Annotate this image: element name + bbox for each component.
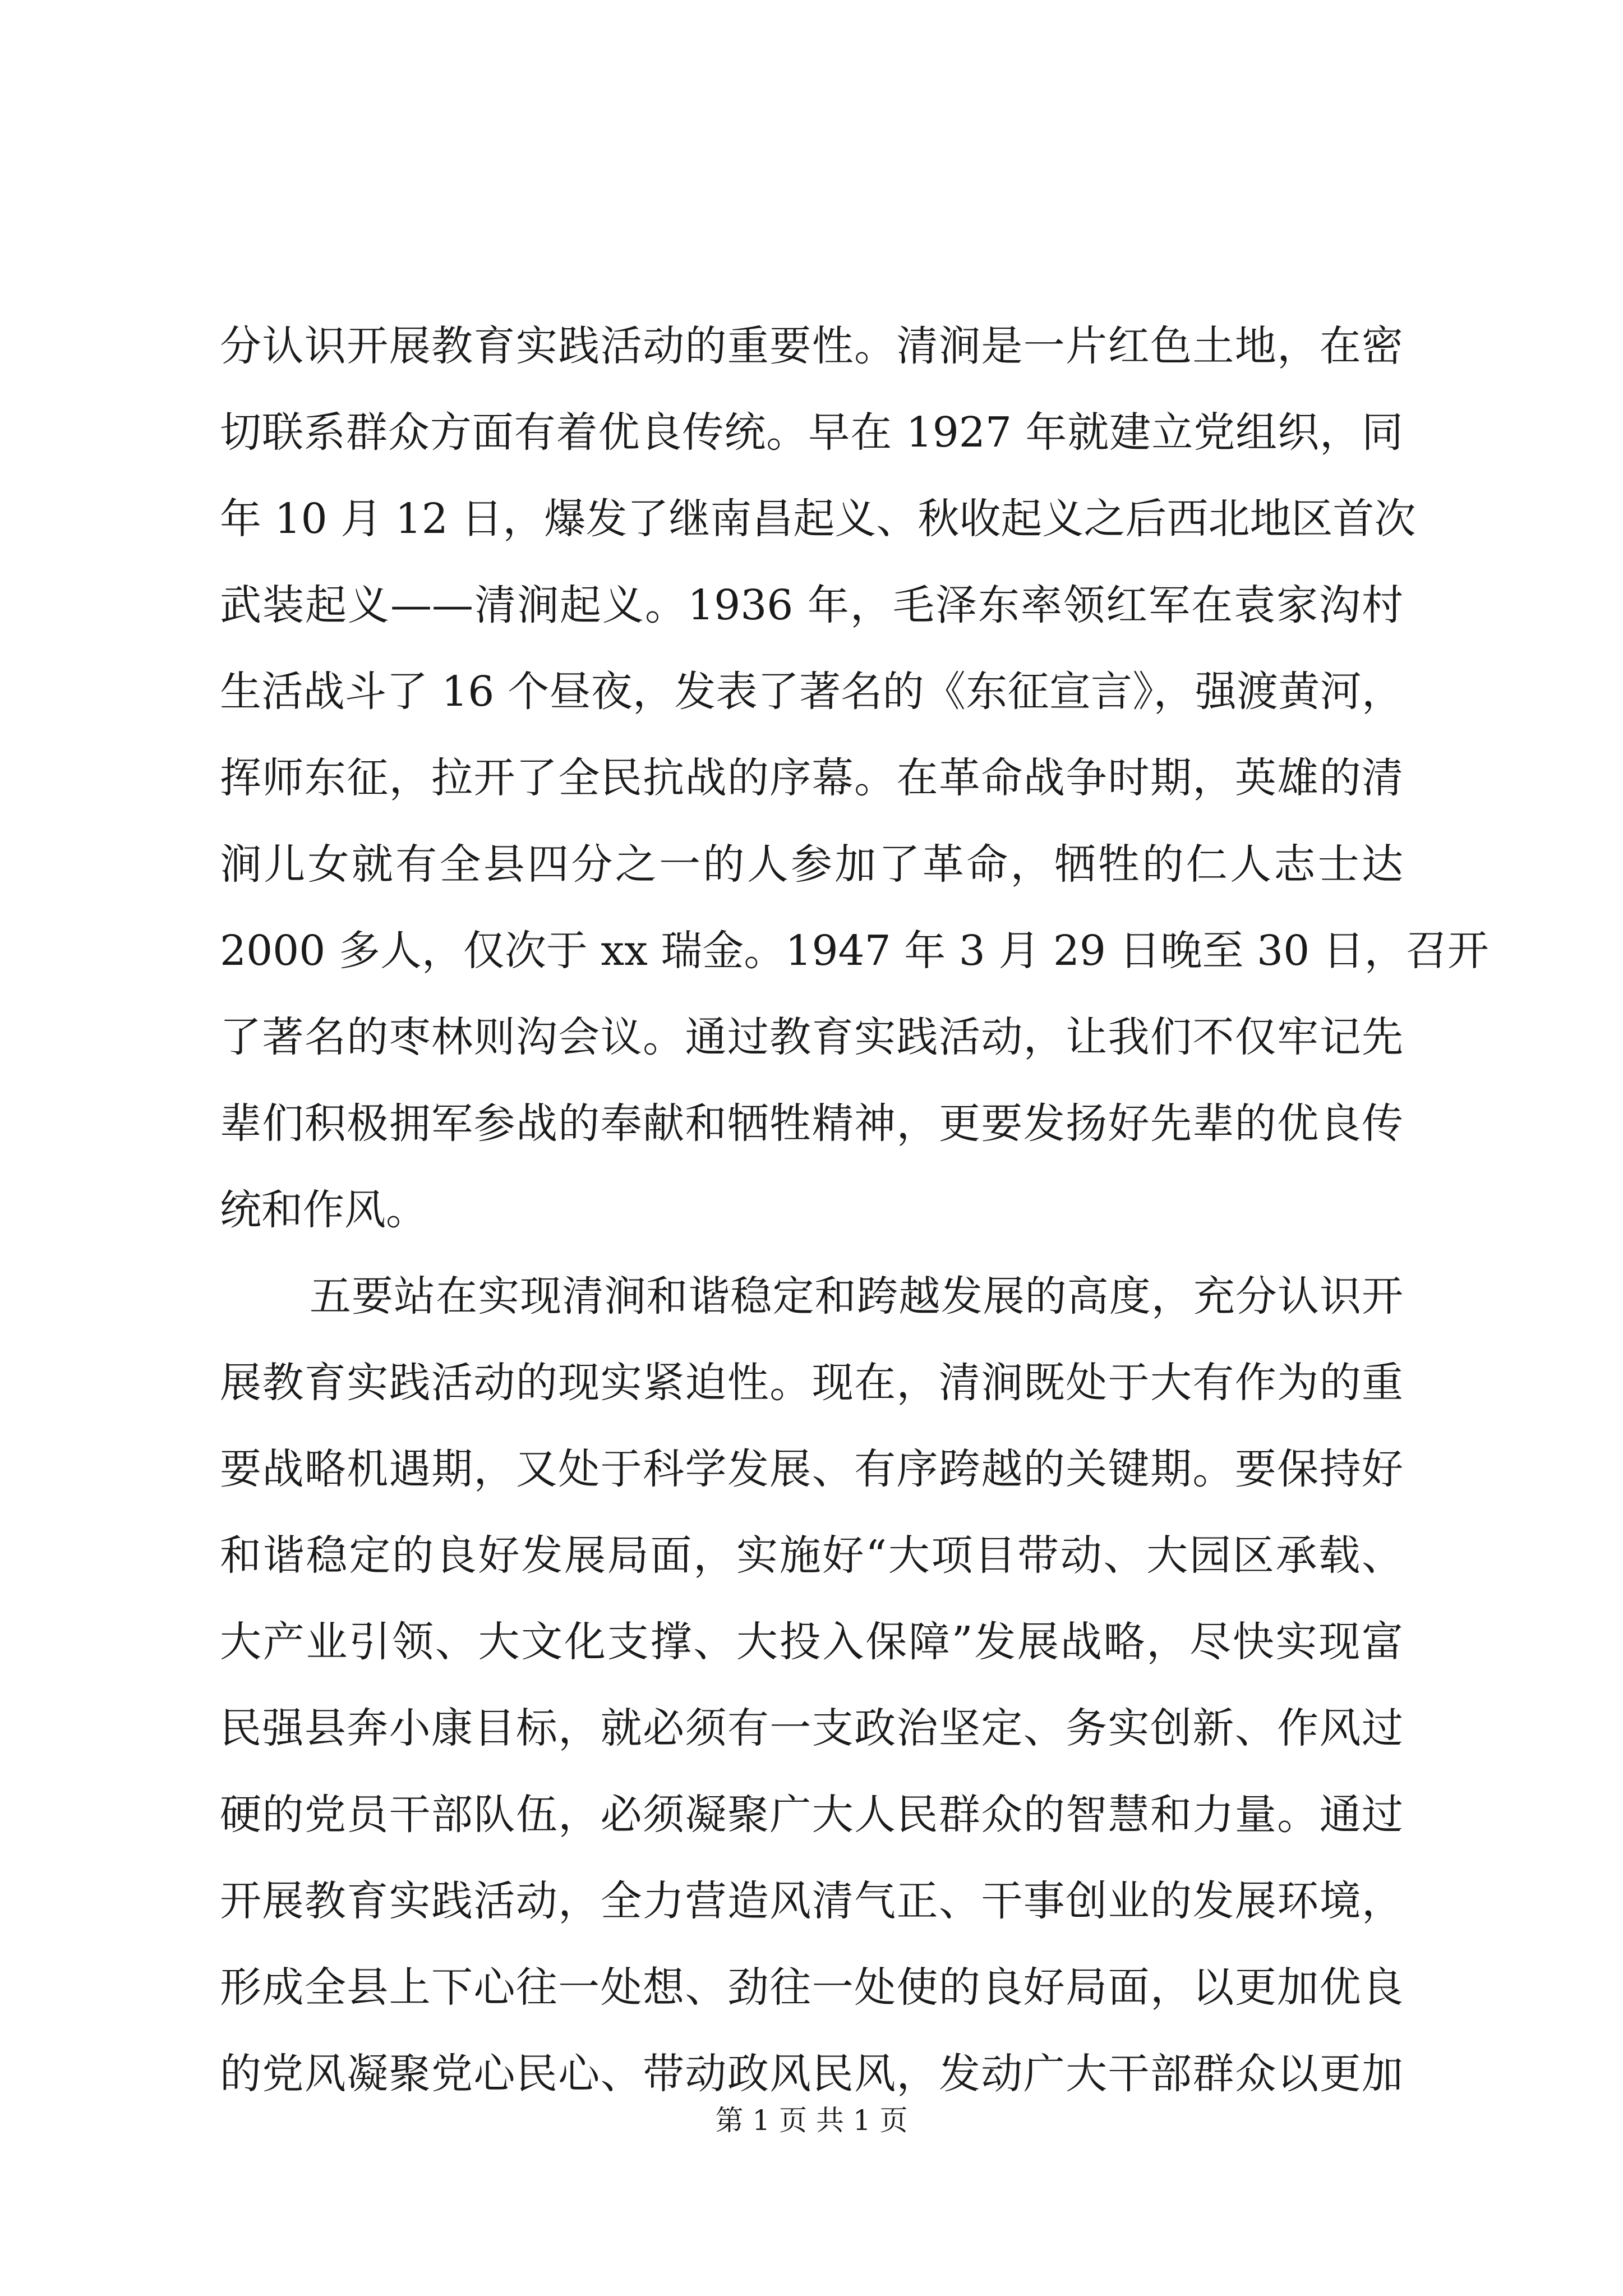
- paragraph-line: 涧儿女就有全县四分之一的人参加了革命，牺牲的仁人志士达: [220, 840, 1403, 889]
- paragraph-line: 分认识开展教育实践活动的重要性。清涧是一片红色土地，在密: [220, 322, 1403, 370]
- paragraph-line: 开展教育实践活动，全力营造风清气正、干事创业的发展环境，: [220, 1877, 1403, 1925]
- paragraph-line: 挥师东征，拉开了全民抗战的序幕。在革命战争时期，英雄的清: [220, 754, 1403, 802]
- paragraph-line: 统和作风。: [220, 1186, 427, 1234]
- paragraph-line: 大产业引领、大文化支撑、大投入保障”发展战略，尽快实现富: [220, 1618, 1403, 1666]
- body-text: [220, 303, 1489, 2117]
- paragraph-1: [220, 303, 1489, 1253]
- paragraph-line: 年 10 月 12 日，爆发了继南昌起义、秋收起义之后西北地区首次: [220, 495, 1416, 543]
- paragraph-line: 民强县奔小康目标，就必须有一支政治坚定、务实创新、作风过: [220, 1704, 1403, 1752]
- page-number-footer: 第 1 页 共 1 页: [715, 2104, 908, 2137]
- paragraph-line: 了著名的枣林则沟会议。通过教育实践活动，让我们不仅牢记先: [220, 1013, 1403, 1061]
- paragraph-line: 要战略机遇期，又处于科学发展、有序跨越的关键期。要保持好: [220, 1445, 1403, 1493]
- paragraph-line: 切联系群众方面有着优良传统。早在 1927 年就建立党组织，同: [220, 408, 1403, 457]
- paragraph-line: 和谐稳定的良好发展局面，实施好“大项目带动、大园区承载、: [220, 1531, 1403, 1580]
- paragraph-line: 武装起义——清涧起义。1936 年，毛泽东率领红军在袁家沟村: [220, 581, 1403, 629]
- paragraph-line: 五要站在实现清涧和谐稳定和跨越发展的高度，充分认识开: [310, 1272, 1403, 1320]
- paragraph-line: 2000 多人，仅次于 xx 瑞金。1947 年 3 月 29 日晚至 30 日，召开: [220, 927, 1489, 975]
- paragraph-line: 的党风凝聚党心民心、带动政风民风，发动广大干部群众以更加: [220, 2050, 1403, 2098]
- paragraph-2: [220, 1253, 1403, 2117]
- paragraph-line: 展教育实践活动的现实紧迫性。现在，清涧既处于大有作为的重: [220, 1359, 1403, 1407]
- paragraph-line: 辈们积极拥军参战的奉献和牺牲精神，更要发扬好先辈的优良传: [220, 1099, 1403, 1148]
- paragraph-line: 形成全县上下心往一处想、劲往一处使的良好局面，以更加优良: [220, 1963, 1403, 2012]
- paragraph-line: 生活战斗了 16 个昼夜，发表了著名的《东征宣言》，强渡黄河，: [220, 668, 1403, 716]
- paragraph-line: 硬的党员干部队伍，必须凝聚广大人民群众的智慧和力量。通过: [220, 1791, 1403, 1839]
